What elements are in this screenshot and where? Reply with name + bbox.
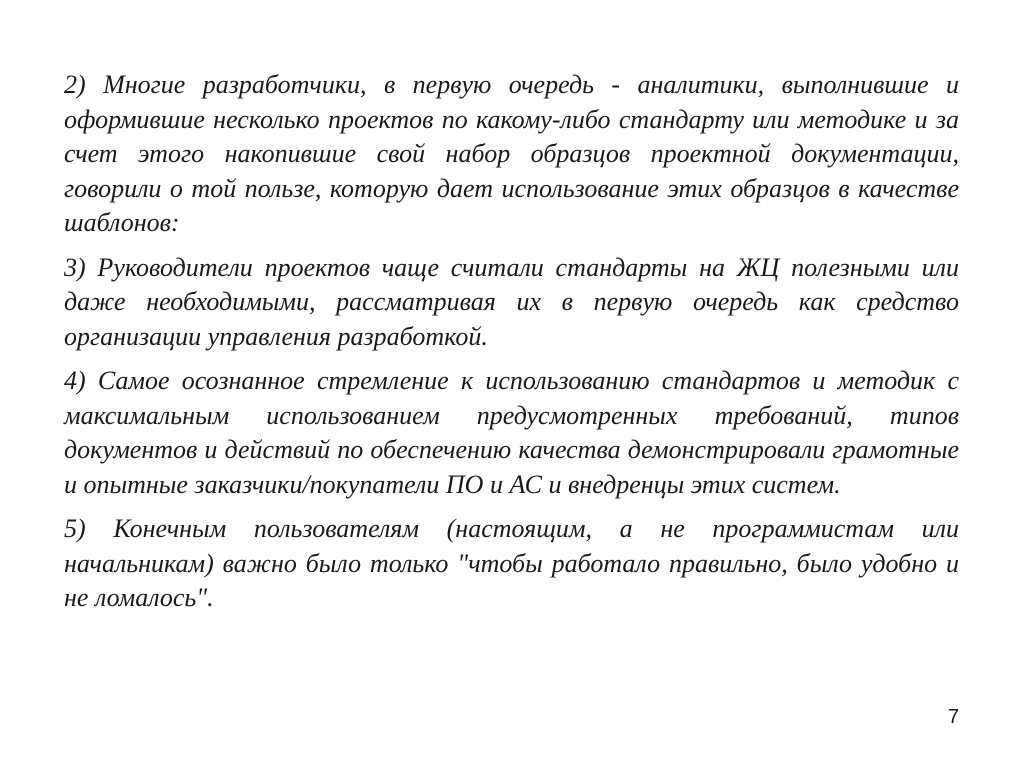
slide-body: [64, 68, 959, 626]
page-number: 7: [948, 706, 960, 728]
paragraph-project-managers: 3) Руководители проектов чаще считали стандарты на ЖЦ полезными или даже необходимыми, рассматривая их в первую очередь как средство организации управления разработкой.: [64, 252, 959, 351]
paragraph-customers: 4) Самое осознанное стремление к использованию стандартов и методик с максимальным использованием предусмотренных требований, типов документов и действий по обеспечению качества демонстрировали грамотные и опытные заказчики/покупатели ПО и АС и внедренцы этих систем.: [64, 366, 959, 499]
paragraph-developers: 2) Многие разработчики, в первую очередь - аналитики, выполнившие и оформившие несколько проектов по какому-либо стандарту или методике и за счет этого накопившие свой набор образцов проектной документации, говорили о той пользе, которую дает использование этих образцов в качестве шаблонов:: [64, 70, 959, 237]
paragraph-end-users: 5) Конечным пользователям (настоящим, а не программистам или начальникам) важно было только "чтобы работало правильно, было удобно и не ломалось".: [64, 514, 959, 612]
